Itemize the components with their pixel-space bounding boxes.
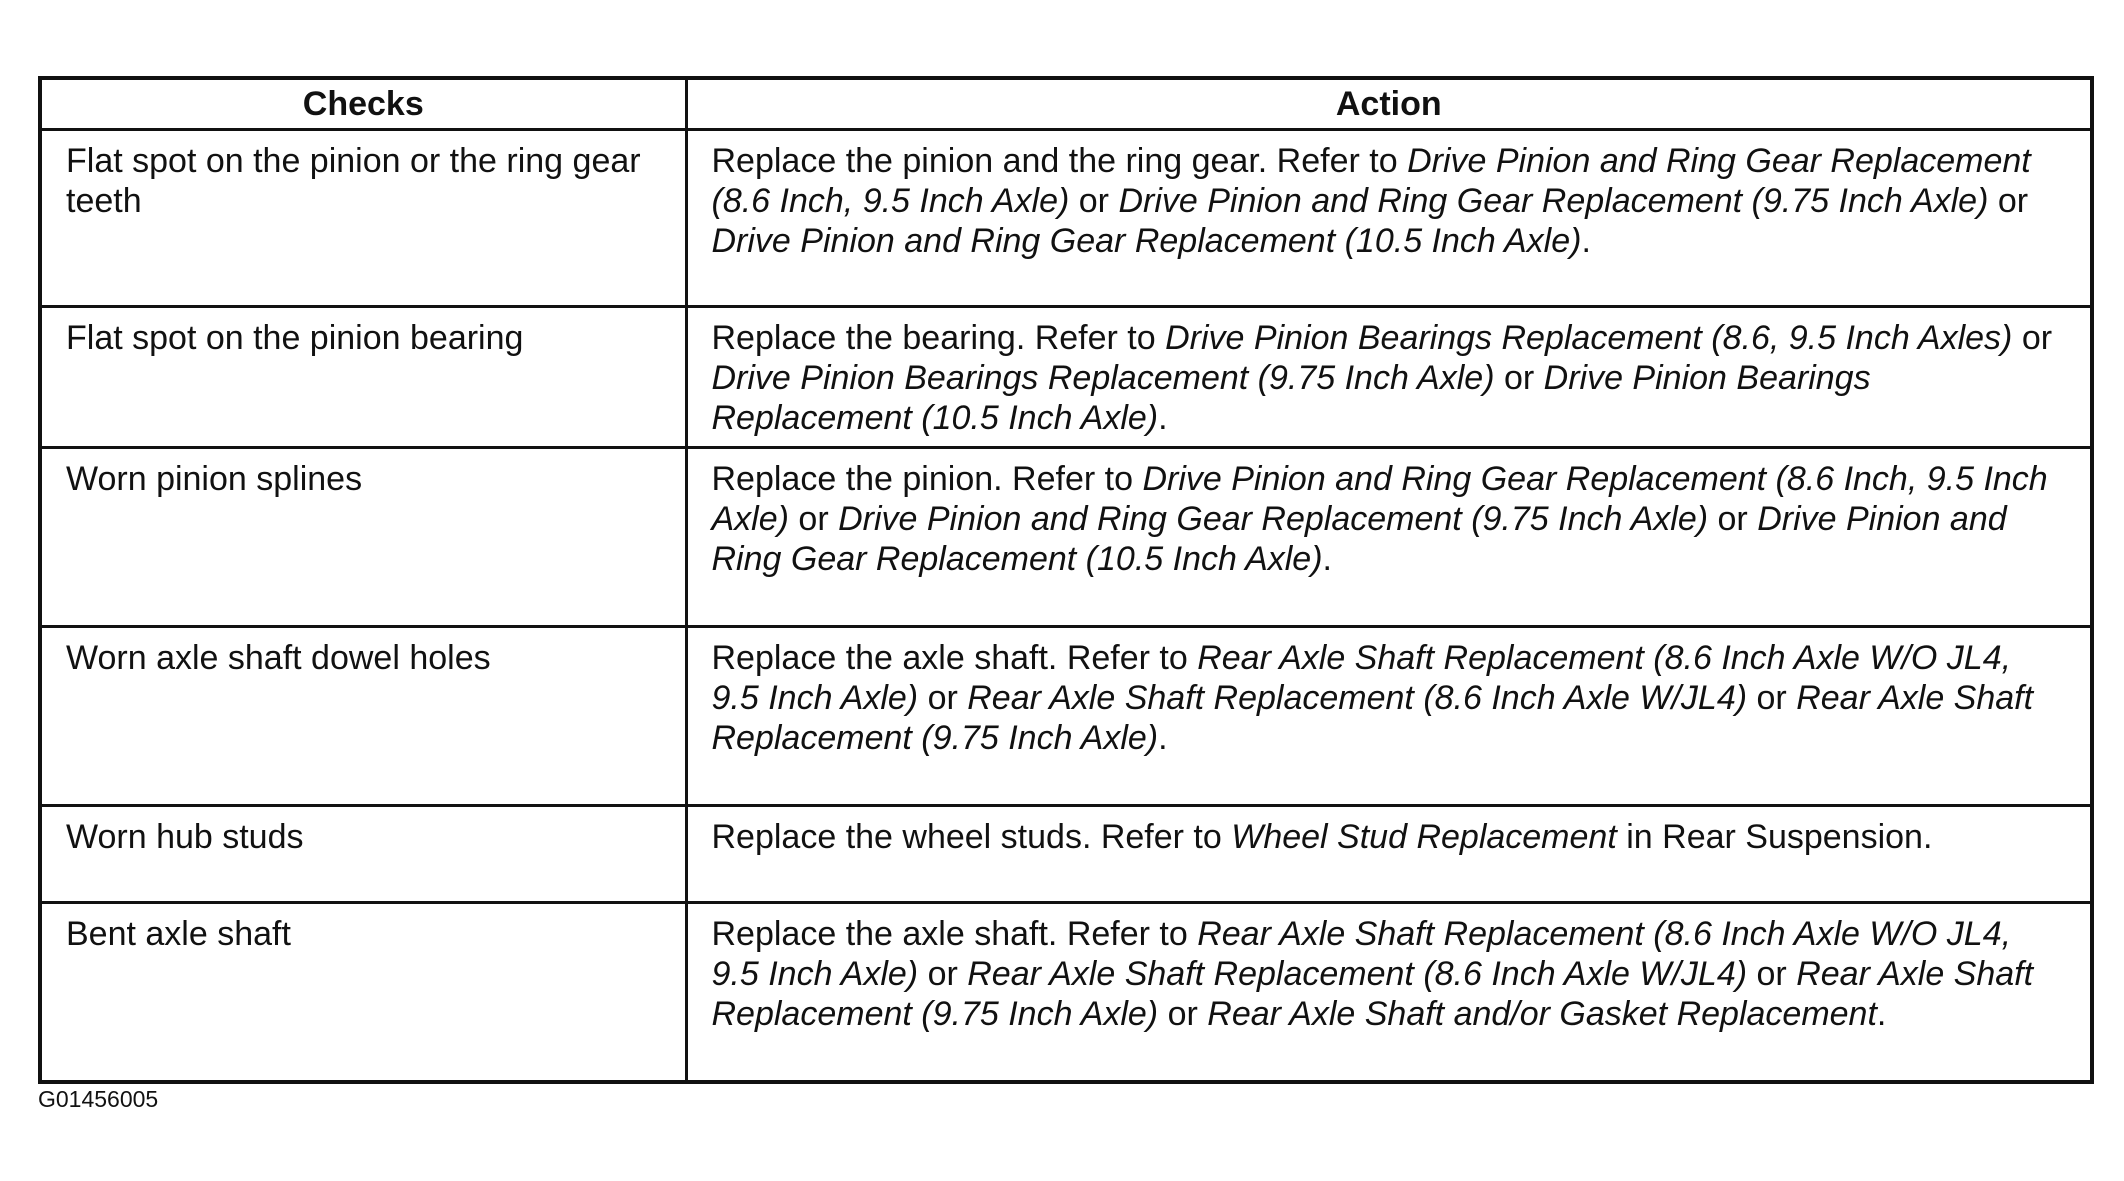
table-row (40, 627, 2092, 806)
reference-title: Drive Pinion and Ring Gear Replacement (10.5 Inch Axle) (711, 500, 2007, 578)
check-cell: Bent axle shaft (40, 903, 686, 1083)
action-text: or (1747, 955, 1797, 993)
check-cell: Flat spot on the pinion or the ring gear teeth (40, 130, 686, 307)
table-row (40, 448, 2092, 627)
action-text: . (1158, 719, 1168, 757)
action-text: or (1988, 182, 2029, 220)
action-text: or (2012, 319, 2053, 357)
action-cell (686, 627, 2092, 806)
action-text: or (918, 955, 968, 993)
action-text: or (788, 500, 839, 538)
check-cell: Flat spot on the pinion bearing (40, 307, 686, 448)
document-sheet (38, 76, 2090, 1084)
action-text: or (918, 679, 968, 717)
table-header-row (40, 78, 2092, 130)
action-text: Replace the bearing. Refer to (711, 319, 1166, 357)
action-text: in Rear Suspension. (1616, 818, 1933, 856)
reference-title: Drive Pinion and Ring Gear Replacement (9.75 Inch Axle) (1118, 182, 1989, 220)
reference-title: Drive Pinion and Ring Gear Replacement (9.75 Inch Axle) (838, 500, 1709, 538)
action-text: . (1158, 399, 1168, 437)
action-cell (686, 903, 2092, 1083)
action-text: or (1494, 359, 1544, 397)
check-cell: Worn axle shaft dowel holes (40, 627, 686, 806)
reference-title: Drive Pinion Bearings Replacement (10.5 Inch Axle) (711, 359, 1871, 437)
reference-title: Drive Pinion Bearings Replacement (8.6, 9.5 Inch Axles) (1165, 319, 2013, 357)
reference-title: Rear Axle Shaft Replacement (9.75 Inch Axle) (711, 679, 2034, 757)
action-cell (686, 448, 2092, 627)
action-text: Replace the pinion. Refer to (711, 460, 1143, 498)
reference-title: Drive Pinion and Ring Gear Replacement (8.6 Inch, 9.5 Inch Axle) (711, 142, 2031, 220)
action-text: Replace the wheel studs. Refer to (711, 818, 1232, 856)
action-text: . (1876, 995, 1887, 1033)
reference-title: Rear Axle Shaft Replacement (8.6 Inch Axle W/JL4) (967, 955, 1748, 993)
action-text: . (1581, 222, 1591, 260)
action-text: or (1158, 995, 1208, 1033)
table-row (40, 307, 2092, 448)
table-row (40, 903, 2092, 1083)
action-column-header: Action (686, 78, 2092, 130)
action-text: or (1747, 679, 1797, 717)
reference-title: Rear Axle Shaft Replacement (8.6 Inch Axle W/O JL4, 9.5 Inch Axle) (711, 915, 2012, 993)
check-cell: Worn pinion splines (40, 448, 686, 627)
reference-title: Rear Axle Shaft and/or Gasket Replacement (1207, 995, 1877, 1033)
table-row (40, 130, 2092, 307)
check-cell: Worn hub studs (40, 806, 686, 903)
checks-column-header: Checks (40, 78, 686, 130)
action-cell (686, 130, 2092, 307)
action-cell (686, 806, 2092, 903)
figure-id-label: G01456005 (38, 1086, 159, 1112)
table-row (40, 806, 2092, 903)
reference-title: Rear Axle Shaft Replacement (9.75 Inch Axle) (711, 955, 2034, 1033)
reference-title: Rear Axle Shaft Replacement (8.6 Inch Axle W/O JL4, 9.5 Inch Axle) (711, 639, 2012, 717)
reference-title: Wheel Stud Replacement (1231, 818, 1617, 856)
action-text: . (1322, 540, 1332, 578)
reference-title: Rear Axle Shaft Replacement (8.6 Inch Axle W/JL4) (967, 679, 1748, 717)
reference-title: Drive Pinion and Ring Gear Replacement (10.5 Inch Axle) (711, 222, 1582, 260)
reference-title: Drive Pinion Bearings Replacement (9.75 Inch Axle) (711, 359, 1495, 397)
action-cell (686, 307, 2092, 448)
action-text: Replace the axle shaft. Refer to (711, 915, 1198, 953)
action-text: Replace the axle shaft. Refer to (711, 639, 1198, 677)
action-text: or (1069, 182, 1119, 220)
action-text: Replace the pinion and the ring gear. Refer to (711, 142, 1408, 180)
checks-action-table (38, 76, 2094, 1084)
reference-title: Drive Pinion and Ring Gear Replacement (8.6 Inch, 9.5 Inch Axle) (711, 460, 2048, 538)
action-text: or (1708, 500, 1758, 538)
